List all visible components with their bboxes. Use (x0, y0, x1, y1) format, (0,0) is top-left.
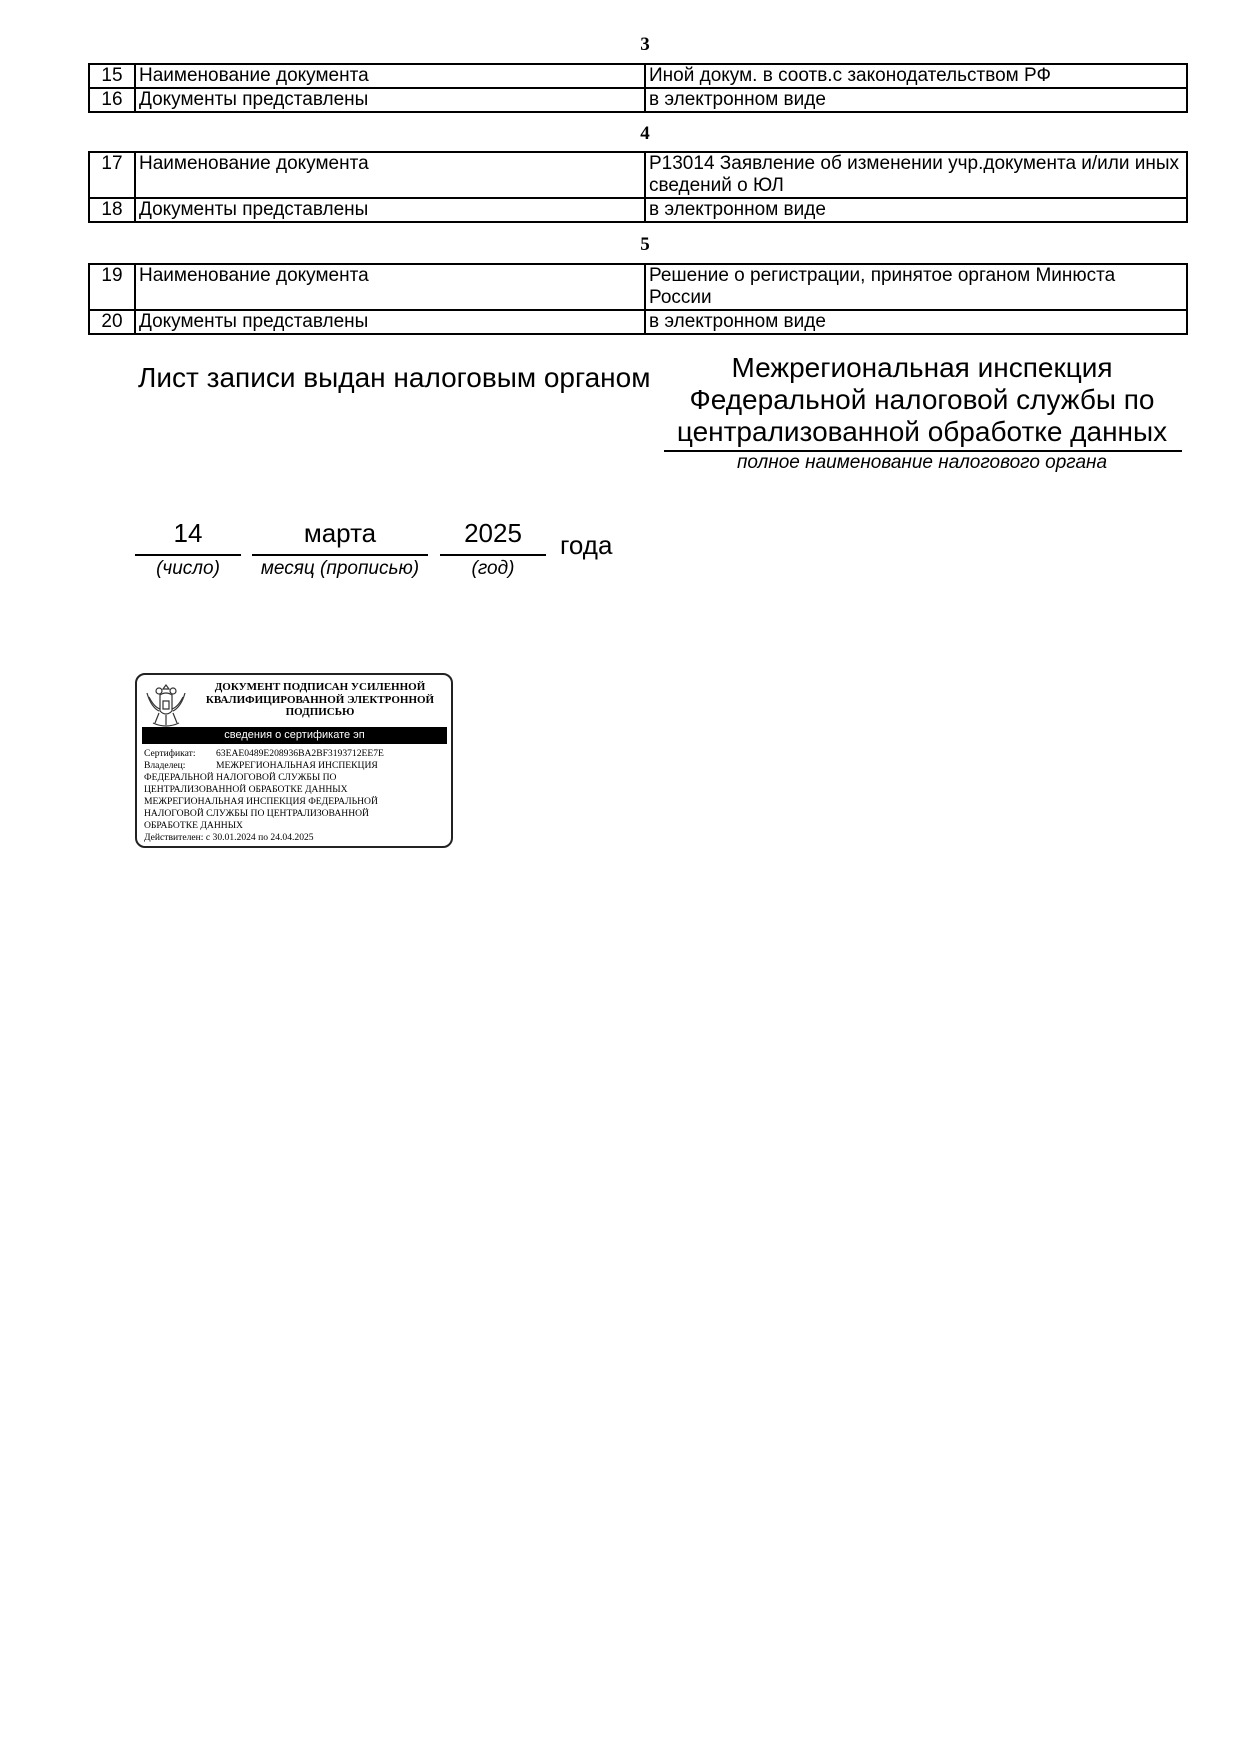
row-name: Документы представлены (135, 88, 645, 112)
section-number-4: 4 (640, 123, 650, 144)
table-row (89, 198, 1187, 222)
tax-authority-name: Межрегиональная инспекция Федеральной налоговой службы по централизованной обработке данных (676, 352, 1168, 447)
owner-line: ОБРАБОТКЕ ДАННЫХ (144, 820, 243, 831)
stamp-title: ДОКУМЕНТ ПОДПИСАН УСИЛЕННОЙ КВАЛИФИЦИРОВАННОЙ ЭЛЕКТРОННОЙ ПОДПИСЬЮ (205, 681, 435, 718)
owner-line: ЦЕНТРАЛИЗОВАННОЙ ОБРАБОТКЕ ДАННЫХ (144, 784, 348, 795)
coat-of-arms-icon (143, 679, 189, 731)
stamp-certificate-info (144, 748, 449, 844)
row-name: Документы представлены (135, 198, 645, 222)
table-row (89, 88, 1187, 112)
month-caption: месяц (прописью) (260, 558, 420, 579)
row-value: в электронном виде (645, 310, 1187, 334)
row-value: Решение о регистрации, принятое органом Минюста России (645, 264, 1187, 310)
date-month: марта (303, 518, 377, 548)
section-3-table (88, 63, 1188, 113)
row-name: Документы представлены (135, 310, 645, 334)
date-year: 2025 (464, 518, 522, 548)
owner-value: МЕЖРЕГИОНАЛЬНАЯ ИНСПЕКЦИЯ (216, 760, 378, 771)
row-name: Наименование документа (135, 64, 645, 88)
row-number: 17 (89, 152, 135, 198)
owner-line: НАЛОГОВОЙ СЛУЖБЫ ПО ЦЕНТРАЛИЗОВАННОЙ (144, 808, 369, 819)
cert-label: Сертификат: (144, 748, 196, 759)
row-value: в электронном виде (645, 198, 1187, 222)
cert-value: 63EAE0489E208936BA2BF3193712EE7E (216, 748, 384, 759)
row-value: Р13014 Заявление об изменении учр.документа и/или иных сведений о ЮЛ (645, 152, 1187, 198)
owner-line: ФЕДЕРАЛЬНОЙ НАЛОГОВОЙ СЛУЖБЫ ПО (144, 772, 337, 783)
table-row (89, 152, 1187, 198)
section-number-3: 3 (640, 34, 650, 55)
row-number: 16 (89, 88, 135, 112)
year-underline (440, 554, 546, 556)
row-name: Наименование документа (135, 264, 645, 310)
row-number: 20 (89, 310, 135, 334)
year-caption: (год) (471, 558, 515, 579)
row-name: Наименование документа (135, 152, 645, 198)
day-underline (135, 554, 241, 556)
table-row (89, 264, 1187, 310)
date-suffix: года (560, 530, 613, 560)
owner-line: МЕЖРЕГИОНАЛЬНАЯ ИНСПЕКЦИЯ ФЕДЕРАЛЬНОЙ (144, 796, 378, 807)
month-underline (252, 554, 428, 556)
row-number: 19 (89, 264, 135, 310)
owner-label: Владелец: (144, 760, 186, 771)
table-row (89, 64, 1187, 88)
stamp-certificate-bar: сведения о сертификате эп (142, 727, 447, 744)
section-4-table (88, 151, 1188, 223)
authority-caption: полное наименование налогового органа (736, 452, 1108, 473)
row-value: Иной докум. в соотв.с законодательством РФ (645, 64, 1187, 88)
date-day: 14 (173, 518, 203, 548)
row-number: 18 (89, 198, 135, 222)
section-5-table (88, 263, 1188, 335)
issued-by-label: Лист записи выдан налоговым органом (138, 362, 651, 393)
section-number-5: 5 (640, 234, 650, 255)
valid-label: Действителен: (144, 832, 204, 843)
row-number: 15 (89, 64, 135, 88)
day-caption: (число) (156, 558, 220, 579)
e-signature-stamp (135, 673, 453, 848)
valid-value: с 30.01.2024 по 24.04.2025 (205, 832, 314, 843)
table-row (89, 310, 1187, 334)
row-value: в электронном виде (645, 88, 1187, 112)
